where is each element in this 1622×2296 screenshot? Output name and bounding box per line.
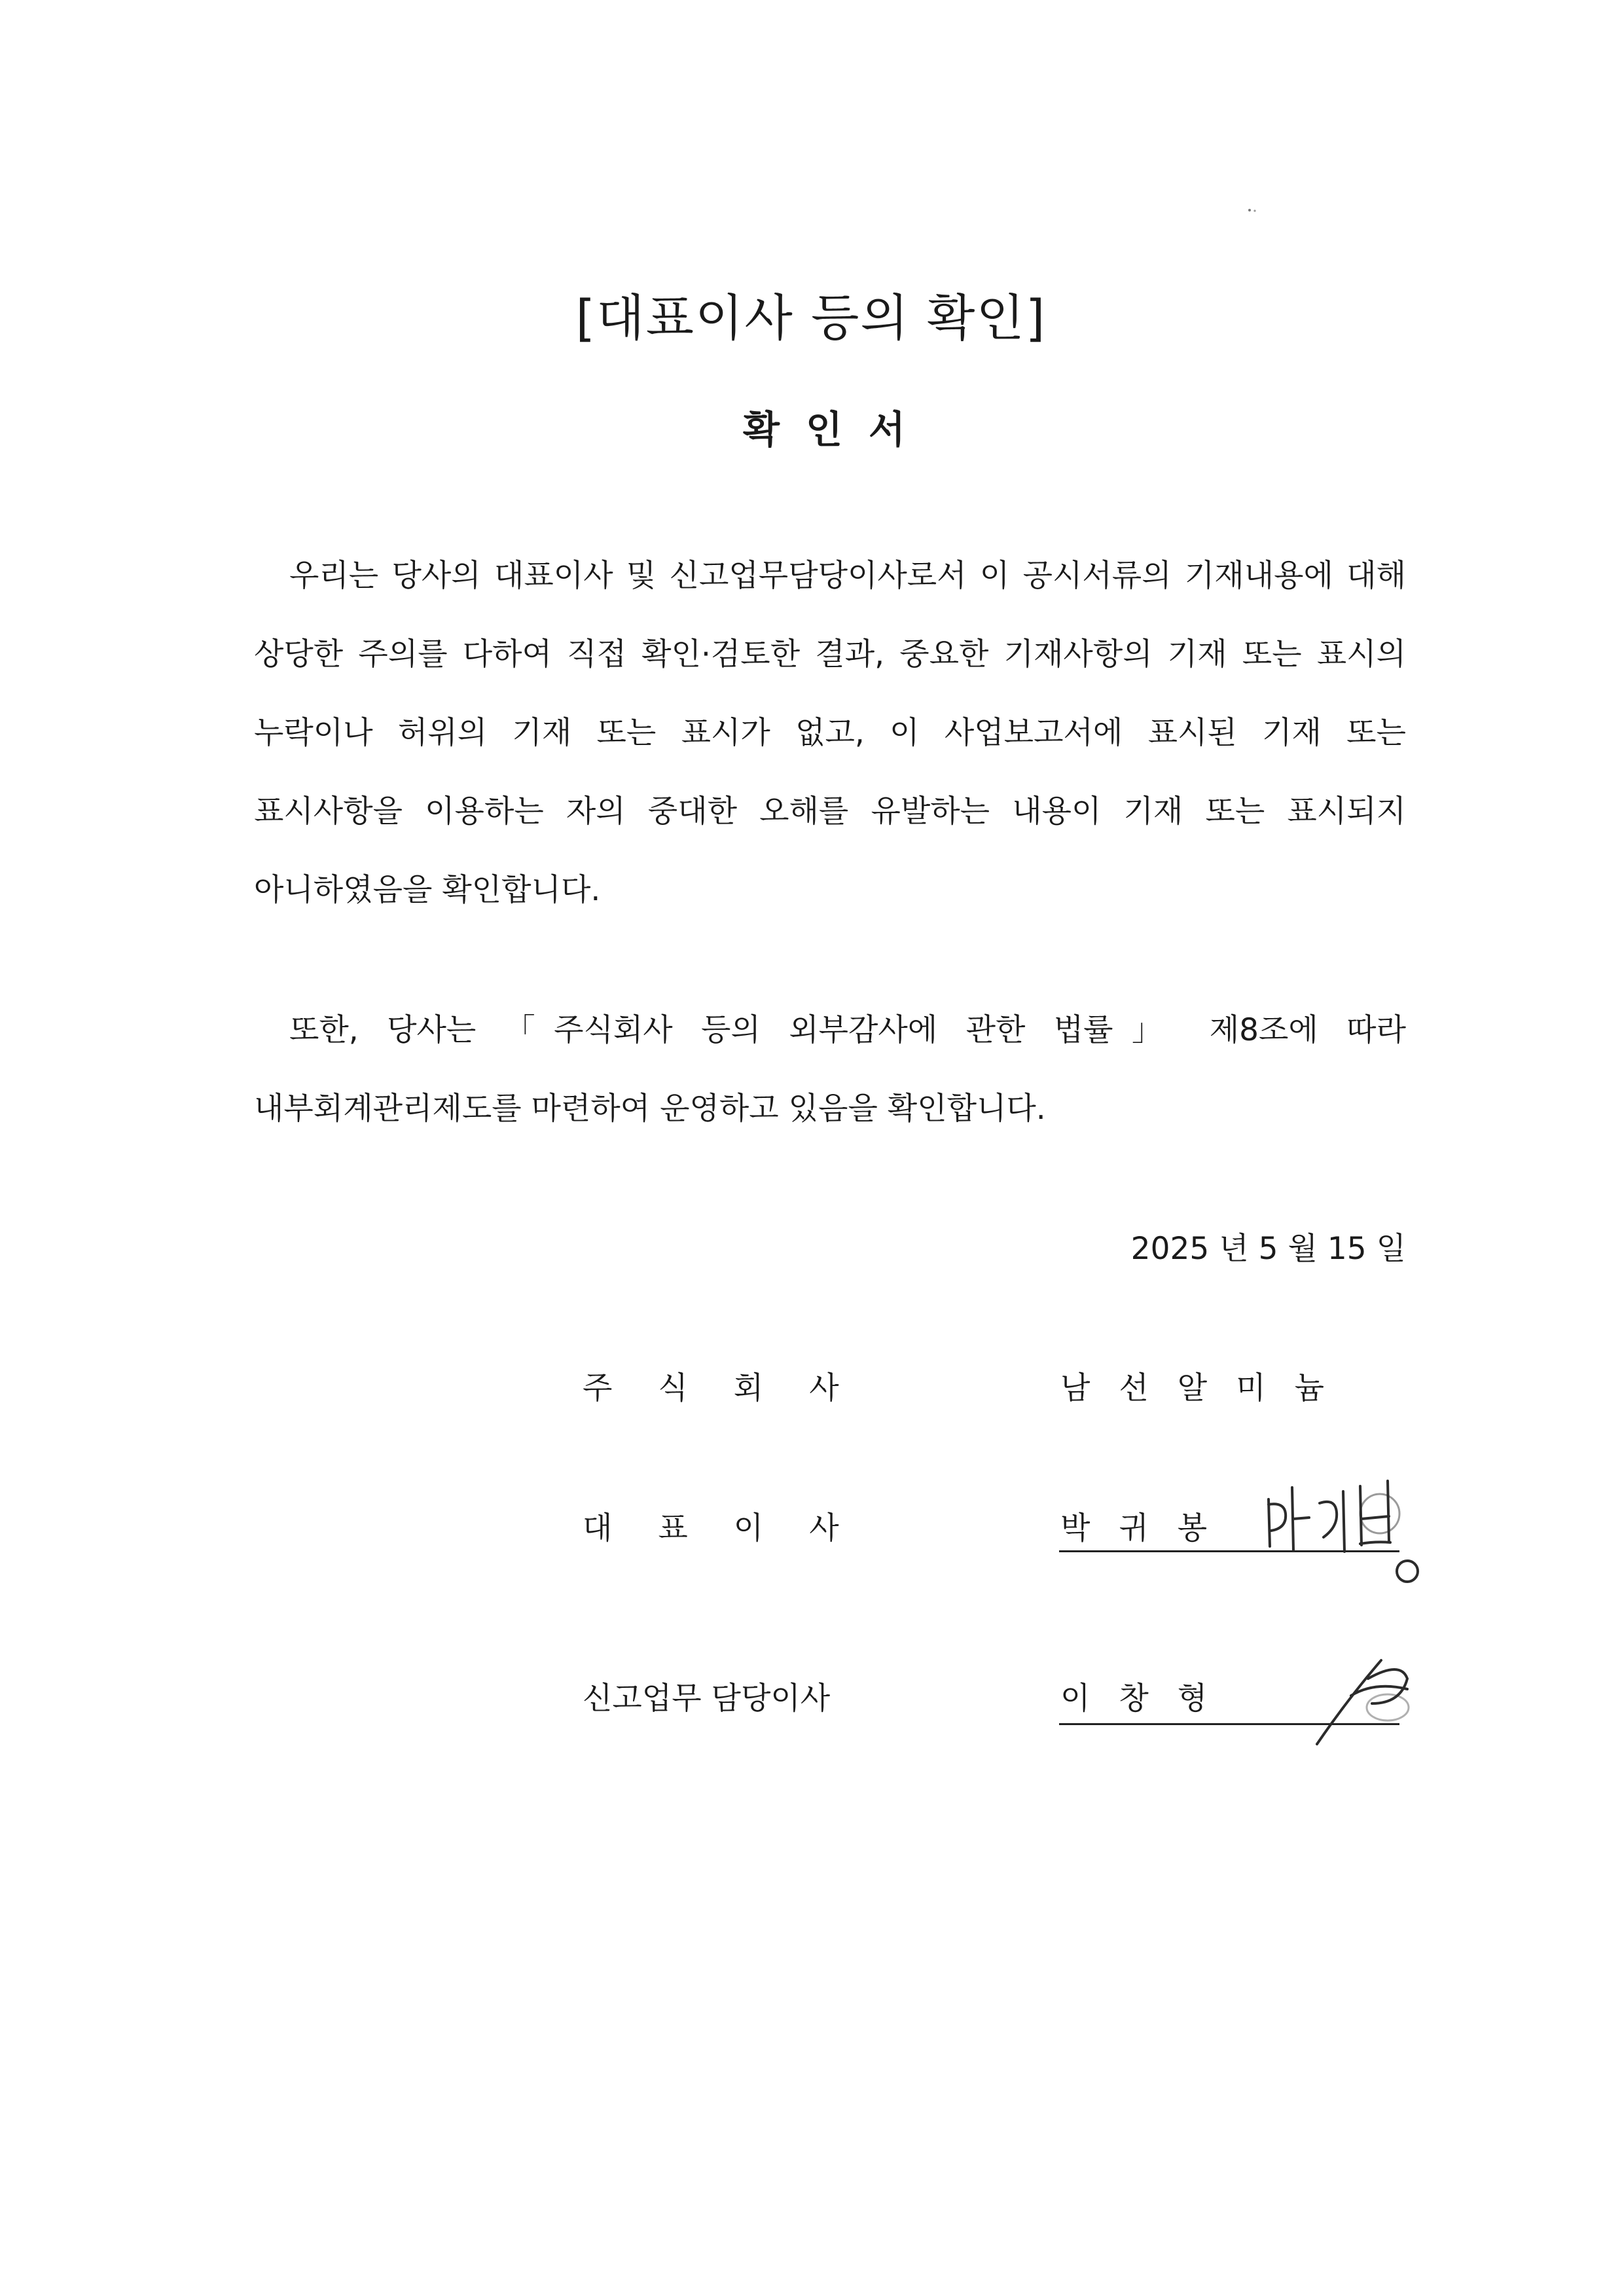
- document-date: [1131, 1231, 1406, 1267]
- signatory-disclosure-director: [583, 1676, 1407, 1722]
- date-day: 15: [1327, 1231, 1367, 1267]
- ceo-label: 대표이사: [583, 1510, 885, 1546]
- date-day-unit: 일: [1376, 1231, 1406, 1267]
- disclosure-director-signature: [1309, 1652, 1420, 1751]
- date-year-unit: 년: [1219, 1231, 1249, 1267]
- company-name: 남선알미늄: [1060, 1370, 1354, 1406]
- signatory-company: [583, 1366, 1407, 1412]
- document-subheading: 확인서: [742, 407, 932, 452]
- confirmation-paragraph-2: 또한, 당사는 「주식회사 등의 외부감사에 관한 법률」 제8조에 따라 내부회계관리제도를 마련하여 운영하고 있음을 확인합니다.: [254, 1012, 1406, 1127]
- signatory-ceo: [583, 1506, 1407, 1552]
- ceo-signature: [1263, 1473, 1420, 1584]
- confirmation-paragraph-1: 우리는 당사의 대표이사 및 신고업무담당이사로서 이 공시서류의 기재내용에 대해 상당한 주의를 다하여 직접 확인·검토한 결과, 중요한 기재사항의 기재 또는 표시의 누락이나 허위의 기재 또는 표시가 없고, 이 사업보고서에 표시된 기재 또는 표시사항을 이용하는 자의 중대한 오해를 유발하는 내용이 기재 또는 표시되지 아니하였음을 확인합니다.: [254, 558, 1406, 908]
- ceo-name: 박귀봉: [1060, 1510, 1236, 1546]
- disclosure-director-label: 신고업무 담당이사: [583, 1681, 831, 1717]
- document-heading: [대표이사 등의 확인]: [575, 289, 1047, 347]
- scan-speck: [1248, 208, 1257, 212]
- company-label: 주식회사: [583, 1370, 885, 1406]
- date-month-unit: 월: [1288, 1231, 1318, 1267]
- date-year: 2025: [1130, 1231, 1210, 1267]
- date-month: 5: [1258, 1231, 1278, 1267]
- disclosure-director-name: 이창형: [1060, 1681, 1236, 1717]
